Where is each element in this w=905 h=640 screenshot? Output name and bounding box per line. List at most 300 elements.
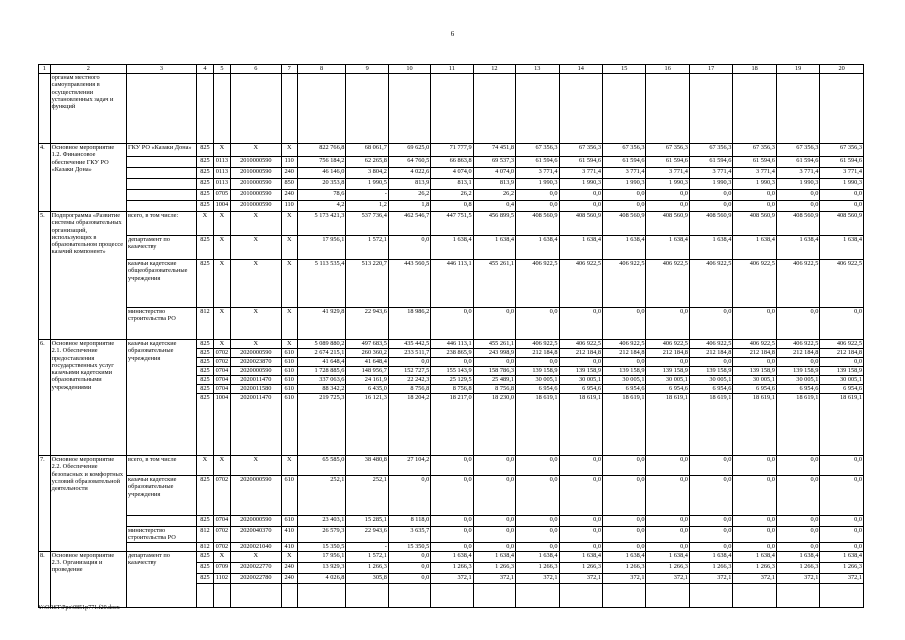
amount-cell: 212 184,8: [733, 349, 776, 358]
amount-cell: 372,1: [516, 573, 559, 583]
budget-code-cell: 1004: [213, 201, 230, 212]
amount-cell: 408 560,9: [559, 212, 602, 236]
amount-cell: 13 929,3: [297, 562, 346, 573]
column-number: 14: [559, 65, 602, 74]
amount-cell: 30 005,1: [559, 376, 602, 385]
amount-cell: [776, 74, 819, 144]
budget-code-cell: 825: [196, 551, 213, 562]
budget-code-cell: [281, 583, 297, 607]
budget-code-cell: 825: [196, 144, 213, 157]
amount-cell: 513 220,7: [346, 260, 388, 308]
amount-cell: 252,1: [346, 476, 388, 516]
amount-cell: 18 619,1: [733, 394, 776, 456]
amount-cell: 497 683,5: [346, 340, 388, 349]
amount-cell: 406 922,5: [646, 260, 689, 308]
budget-code-cell: X: [230, 456, 281, 476]
amount-cell: 233 511,7: [388, 349, 430, 358]
amount-cell: 0,0: [516, 527, 559, 543]
executor: казачьи кадетские образовательные учреждения: [127, 340, 197, 456]
amount-cell: 6 954,6: [689, 385, 732, 394]
budget-code-cell: 0113: [213, 179, 230, 190]
amount-cell: 1 638,4: [559, 236, 602, 260]
amount-cell: 3 771,4: [733, 168, 776, 179]
amount-cell: 18 619,1: [689, 394, 732, 456]
budget-code-cell: 812: [196, 527, 213, 543]
amount-cell: 0,0: [820, 542, 864, 551]
budget-code-cell: 2020000590: [230, 367, 281, 376]
budget-code-cell: 2010000590: [230, 168, 281, 179]
executor: департамент по казачеству: [127, 551, 197, 607]
budget-code-cell: [213, 74, 230, 144]
column-number: 10: [388, 65, 430, 74]
amount-cell: 3 771,4: [559, 168, 602, 179]
amount-cell: 0,0: [388, 358, 430, 367]
amount-cell: 18 230,0: [473, 394, 515, 456]
amount-cell: 0,0: [689, 527, 732, 543]
table-row: [39, 190, 864, 201]
amount-cell: 0,0: [473, 542, 515, 551]
amount-cell: 406 922,5: [820, 260, 864, 308]
amount-cell: 0,0: [733, 527, 776, 543]
budget-code-cell: 2020011580: [230, 385, 281, 394]
budget-code-cell: [213, 583, 230, 607]
amount-cell: 0,0: [820, 476, 864, 516]
amount-cell: 0,0: [733, 358, 776, 367]
amount-cell: 1 266,3: [603, 562, 646, 573]
budget-code-cell: 825: [196, 340, 213, 349]
amount-cell: 158 786,3: [473, 367, 515, 376]
budget-code-cell: 825: [196, 201, 213, 212]
amount-cell: 139 158,9: [689, 367, 732, 376]
amount-cell: 0,0: [431, 476, 473, 516]
amount-cell: 1 638,4: [473, 551, 515, 562]
amount-cell: 0,0: [820, 516, 864, 527]
executor: департамент по казачеству: [127, 236, 197, 260]
budget-code-cell: 110: [281, 157, 297, 168]
budget-code-cell: 240: [281, 168, 297, 179]
budget-code-cell: [230, 583, 281, 607]
executor: [127, 542, 197, 551]
budget-code-cell: [196, 74, 213, 144]
column-number: 2: [50, 65, 126, 74]
amount-cell: 0,4: [473, 201, 515, 212]
amount-cell: 3 771,4: [820, 168, 864, 179]
budget-code-cell: 0702: [213, 349, 230, 358]
amount-cell: 1 638,4: [689, 236, 732, 260]
amount-cell: 0,0: [473, 527, 515, 543]
budget-code-cell: 240: [281, 573, 297, 583]
amount-cell: 139 158,9: [516, 367, 559, 376]
budget-code-cell: X: [230, 236, 281, 260]
amount-cell: 18 619,1: [516, 394, 559, 456]
budget-code-cell: X: [196, 212, 213, 236]
amount-cell: [646, 74, 689, 144]
amount-cell: 406 922,5: [733, 340, 776, 349]
budget-code-cell: 812: [196, 308, 213, 340]
executor: казачьи кадетские образовательные учреждения: [127, 476, 197, 516]
budget-code-cell: 1004: [213, 394, 230, 456]
amount-cell: 30 005,1: [603, 376, 646, 385]
executor: [127, 74, 197, 144]
amount-cell: [297, 74, 346, 144]
amount-cell: 3 771,4: [646, 168, 689, 179]
budget-code-cell: 610: [281, 358, 297, 367]
amount-cell: 212 184,8: [603, 349, 646, 358]
amount-cell: 6 954,6: [559, 385, 602, 394]
amount-cell: 212 184,8: [689, 349, 732, 358]
amount-cell: 1 266,3: [431, 562, 473, 573]
amount-cell: 212 184,8: [820, 349, 864, 358]
amount-cell: 61 594,6: [689, 157, 732, 168]
amount-cell: 26 579,3: [297, 527, 346, 543]
amount-cell: [603, 74, 646, 144]
executor: всего, в том числе: [127, 456, 197, 476]
amount-cell: 1 572,1: [346, 551, 388, 562]
budget-code-cell: 0705: [213, 190, 230, 201]
amount-cell: 3 771,4: [689, 168, 732, 179]
executor: министерство строительства РО: [127, 308, 197, 340]
amount-cell: 139 158,9: [646, 367, 689, 376]
budget-code-cell: [281, 74, 297, 144]
amount-cell: [733, 583, 776, 607]
amount-cell: 1 638,4: [776, 236, 819, 260]
budget-code-cell: 2020023870: [230, 358, 281, 367]
amount-cell: 0,0: [516, 516, 559, 527]
budget-code-cell: [230, 74, 281, 144]
table-row: [39, 340, 864, 349]
table-row: [39, 527, 864, 543]
amount-cell: 15 350,5: [388, 542, 430, 551]
budget-code-cell: X: [213, 144, 230, 157]
amount-cell: 1 266,3: [473, 562, 515, 573]
amount-cell: 212 184,8: [646, 349, 689, 358]
amount-cell: 1 990,3: [603, 179, 646, 190]
budget-code-cell: 2010000590: [230, 179, 281, 190]
amount-cell: 1 266,3: [820, 562, 864, 573]
budget-code-cell: X: [213, 551, 230, 562]
item-name: Основное мероприятие 2.2. Обеспечение безопасных и комфортных условий образовательной деятельности: [50, 456, 126, 552]
amount-cell: 69 625,0: [388, 144, 430, 157]
budget-code-cell: 110: [281, 201, 297, 212]
amount-cell: [473, 74, 515, 144]
amount-cell: 0,0: [516, 190, 559, 201]
amount-cell: 1 638,4: [646, 551, 689, 562]
amount-cell: 372,1: [603, 573, 646, 583]
amount-cell: [689, 583, 732, 607]
amount-cell: 408 560,9: [689, 212, 732, 236]
amount-cell: 25 489,1: [473, 376, 515, 385]
amount-cell: 238 865,9: [431, 349, 473, 358]
amount-cell: 408 560,9: [646, 212, 689, 236]
amount-cell: 1 638,4: [516, 236, 559, 260]
amount-cell: 1 266,3: [689, 562, 732, 573]
amount-cell: 455 261,1: [473, 340, 515, 349]
amount-cell: 6 954,6: [733, 385, 776, 394]
amount-cell: 0,0: [689, 358, 732, 367]
amount-cell: 155 143,9: [431, 367, 473, 376]
page-number: 6: [450, 30, 455, 38]
amount-cell: 26,2: [473, 190, 515, 201]
budget-code-cell: X: [281, 260, 297, 308]
budget-code-cell: 825: [196, 367, 213, 376]
amount-cell: 4,2: [297, 201, 346, 212]
amount-cell: 6 954,6: [646, 385, 689, 394]
amount-cell: 148 956,7: [346, 367, 388, 376]
amount-cell: 0,0: [388, 236, 430, 260]
amount-cell: [473, 583, 515, 607]
amount-cell: 0,0: [646, 190, 689, 201]
amount-cell: 446 113,1: [431, 340, 473, 349]
amount-cell: 0,0: [388, 562, 430, 573]
amount-cell: 212 184,8: [516, 349, 559, 358]
budget-code-cell: 610: [281, 349, 297, 358]
amount-cell: 1 266,3: [733, 562, 776, 573]
amount-cell: 252,1: [297, 476, 346, 516]
amount-cell: 0,0: [820, 456, 864, 476]
amount-cell: 0,0: [559, 190, 602, 201]
amount-cell: -: [346, 542, 388, 551]
amount-cell: 0,0: [473, 516, 515, 527]
amount-cell: 0,0: [820, 358, 864, 367]
amount-cell: 1 990,5: [346, 179, 388, 190]
amount-cell: 1 266,3: [646, 562, 689, 573]
budget-code-cell: 825: [196, 168, 213, 179]
amount-cell: [388, 74, 430, 144]
amount-cell: 15 285,1: [346, 516, 388, 527]
amount-cell: 0,0: [646, 476, 689, 516]
amount-cell: 139 158,9: [603, 367, 646, 376]
amount-cell: 1 266,3: [346, 562, 388, 573]
budget-code-cell: 825: [196, 516, 213, 527]
budget-code-cell: X: [281, 308, 297, 340]
amount-cell: 822 766,8: [297, 144, 346, 157]
amount-cell: [431, 74, 473, 144]
amount-cell: 1 990,3: [776, 179, 819, 190]
budget-code-cell: 0704: [213, 376, 230, 385]
budget-code-cell: 0704: [213, 516, 230, 527]
amount-cell: 23 403,1: [297, 516, 346, 527]
item-name: Основное мероприятие 2.1. Обеспечение предоставления государственных услуг казачьими кадетскими образовательными учреждениями: [50, 340, 126, 456]
budget-code-cell: 825: [196, 476, 213, 516]
amount-cell: 6 954,6: [820, 385, 864, 394]
amount-cell: 6 954,6: [603, 385, 646, 394]
item-number: 8.: [39, 551, 51, 607]
table-row: [39, 260, 864, 308]
amount-cell: 406 922,5: [689, 340, 732, 349]
amount-cell: [346, 583, 388, 607]
amount-cell: [559, 74, 602, 144]
budget-code-cell: 610: [281, 367, 297, 376]
amount-cell: 38 480,8: [346, 456, 388, 476]
amount-cell: 0,0: [733, 516, 776, 527]
amount-cell: 67 356,3: [516, 144, 559, 157]
budget-code-cell: 0709: [213, 562, 230, 573]
budget-code-cell: 825: [196, 394, 213, 456]
amount-cell: 4 074,0: [431, 168, 473, 179]
amount-cell: 1,2: [346, 201, 388, 212]
amount-cell: 406 922,5: [820, 340, 864, 349]
amount-cell: 406 922,5: [733, 260, 776, 308]
amount-cell: 78,6: [297, 190, 346, 201]
budget-code-cell: 825: [196, 236, 213, 260]
amount-cell: 406 922,5: [776, 340, 819, 349]
amount-cell: 1 638,4: [603, 551, 646, 562]
amount-cell: 0,0: [603, 476, 646, 516]
amount-cell: 435 442,5: [388, 340, 430, 349]
budget-code-cell: 825: [196, 260, 213, 308]
amount-cell: 27 104,2: [388, 456, 430, 476]
budget-code-cell: X: [213, 340, 230, 349]
item-number: 4.: [39, 144, 51, 212]
amount-cell: 1 990,3: [689, 179, 732, 190]
amount-cell: 67 356,3: [776, 144, 819, 157]
amount-cell: [559, 583, 602, 607]
budget-code-cell: 0704: [213, 385, 230, 394]
amount-cell: 0,0: [689, 542, 732, 551]
amount-cell: 0,0: [388, 551, 430, 562]
amount-cell: 406 922,5: [516, 260, 559, 308]
amount-cell: 8 118,0: [388, 516, 430, 527]
budget-code-cell: 2020011470: [230, 376, 281, 385]
column-number: 5: [213, 65, 230, 74]
column-number: 12: [473, 65, 515, 74]
amount-cell: 18 619,1: [820, 394, 864, 456]
amount-cell: 1 638,4: [733, 551, 776, 562]
amount-cell: 0,0: [559, 358, 602, 367]
item-name: Основное мероприятие 2.3. Организация и проведение: [50, 551, 126, 607]
amount-cell: 0,0: [603, 542, 646, 551]
amount-cell: 372,1: [559, 573, 602, 583]
amount-cell: 0,0: [776, 201, 819, 212]
column-number: 9: [346, 65, 388, 74]
amount-cell: [346, 74, 388, 144]
table-row: [39, 542, 864, 551]
amount-cell: 0,0: [516, 308, 559, 340]
budget-code-cell: X: [230, 340, 281, 349]
column-number: 13: [516, 65, 559, 74]
amount-cell: 18 619,1: [646, 394, 689, 456]
amount-cell: 139 158,9: [733, 367, 776, 376]
item-name: Подпрограмма «Развитие системы образовательных организаций, использующих в образовательном процессе казачий компонент»: [50, 212, 126, 340]
amount-cell: 1,8: [388, 201, 430, 212]
amount-cell: 3 635,7: [388, 527, 430, 543]
budget-code-cell: 610: [281, 476, 297, 516]
table-row: [39, 157, 864, 168]
budget-code-cell: 825: [196, 385, 213, 394]
amount-cell: 61 594,6: [776, 157, 819, 168]
column-number: 7: [281, 65, 297, 74]
table-row: [39, 144, 864, 157]
budget-code-cell: 825: [196, 190, 213, 201]
executor: министерство строительства РО: [127, 527, 197, 543]
amount-cell: 0,0: [820, 308, 864, 340]
amount-cell: 1 638,4: [646, 236, 689, 260]
amount-cell: 408 560,9: [516, 212, 559, 236]
amount-cell: 4 022,6: [388, 168, 430, 179]
item-number: 5.: [39, 212, 51, 340]
amount-cell: 0,0: [733, 190, 776, 201]
budget-code-cell: X: [213, 260, 230, 308]
amount-cell: 406 922,5: [559, 340, 602, 349]
item-number: [39, 74, 51, 144]
amount-cell: 0,0: [776, 308, 819, 340]
column-number: 18: [733, 65, 776, 74]
executor: [127, 201, 197, 212]
budget-code-cell: X: [230, 260, 281, 308]
amount-cell: 408 560,9: [776, 212, 819, 236]
amount-cell: 22 943,6: [346, 308, 388, 340]
budget-code-cell: 0702: [213, 542, 230, 551]
amount-cell: 1 266,3: [559, 562, 602, 573]
amount-cell: 26,2: [388, 190, 430, 201]
amount-cell: 0,0: [559, 456, 602, 476]
amount-cell: 455 261,1: [473, 260, 515, 308]
budget-code-cell: X: [213, 308, 230, 340]
amount-cell: 0,0: [689, 201, 732, 212]
amount-cell: 408 560,9: [733, 212, 776, 236]
amount-cell: 0,0: [689, 456, 732, 476]
amount-cell: 0,0: [776, 476, 819, 516]
executor: [127, 179, 197, 190]
amount-cell: 1 990,3: [733, 179, 776, 190]
table-row: [39, 456, 864, 476]
amount-cell: 0,0: [431, 358, 473, 367]
item-name: органам местного самоуправления в осуществлении установленных задач и функций: [50, 74, 126, 144]
amount-cell: 16 121,3: [346, 394, 388, 456]
amount-cell: 67 356,3: [733, 144, 776, 157]
amount-cell: 0,0: [820, 527, 864, 543]
column-number: 8: [297, 65, 346, 74]
amount-cell: 2 674 215,1: [297, 349, 346, 358]
column-number-row: [39, 65, 864, 74]
amount-cell: 372,1: [689, 573, 732, 583]
budget-code-cell: 2020021040: [230, 542, 281, 551]
amount-cell: 67 356,3: [646, 144, 689, 157]
amount-cell: 0,0: [733, 308, 776, 340]
amount-cell: -: [346, 190, 388, 201]
amount-cell: 0,0: [473, 308, 515, 340]
budget-code-cell: 2020000590: [230, 516, 281, 527]
amount-cell: 18 217,0: [431, 394, 473, 456]
amount-cell: 22 943,6: [346, 527, 388, 543]
amount-cell: 41 929,8: [297, 308, 346, 340]
amount-cell: 41 648,4: [297, 358, 346, 367]
amount-cell: [820, 74, 864, 144]
amount-cell: 0,0: [733, 201, 776, 212]
amount-cell: 406 922,5: [689, 260, 732, 308]
amount-cell: 1 990,3: [516, 179, 559, 190]
budget-code-cell: 610: [281, 516, 297, 527]
amount-cell: 30 005,1: [733, 376, 776, 385]
amount-cell: 0,0: [516, 456, 559, 476]
amount-cell: 0,0: [388, 476, 430, 516]
amount-cell: 406 922,5: [603, 340, 646, 349]
amount-cell: 8 756,8: [473, 385, 515, 394]
amount-cell: 0,8: [431, 201, 473, 212]
budget-code-cell: 0702: [213, 476, 230, 516]
amount-cell: 30 005,1: [646, 376, 689, 385]
budget-code-cell: 2020011470: [230, 394, 281, 456]
amount-cell: 0,0: [689, 308, 732, 340]
amount-cell: 139 158,9: [776, 367, 819, 376]
amount-cell: 67 356,3: [559, 144, 602, 157]
amount-cell: 0,0: [603, 308, 646, 340]
amount-cell: 0,0: [820, 201, 864, 212]
budget-code-cell: 825: [196, 179, 213, 190]
column-number: 16: [646, 65, 689, 74]
budget-code-cell: X: [230, 212, 281, 236]
column-number: 11: [431, 65, 473, 74]
